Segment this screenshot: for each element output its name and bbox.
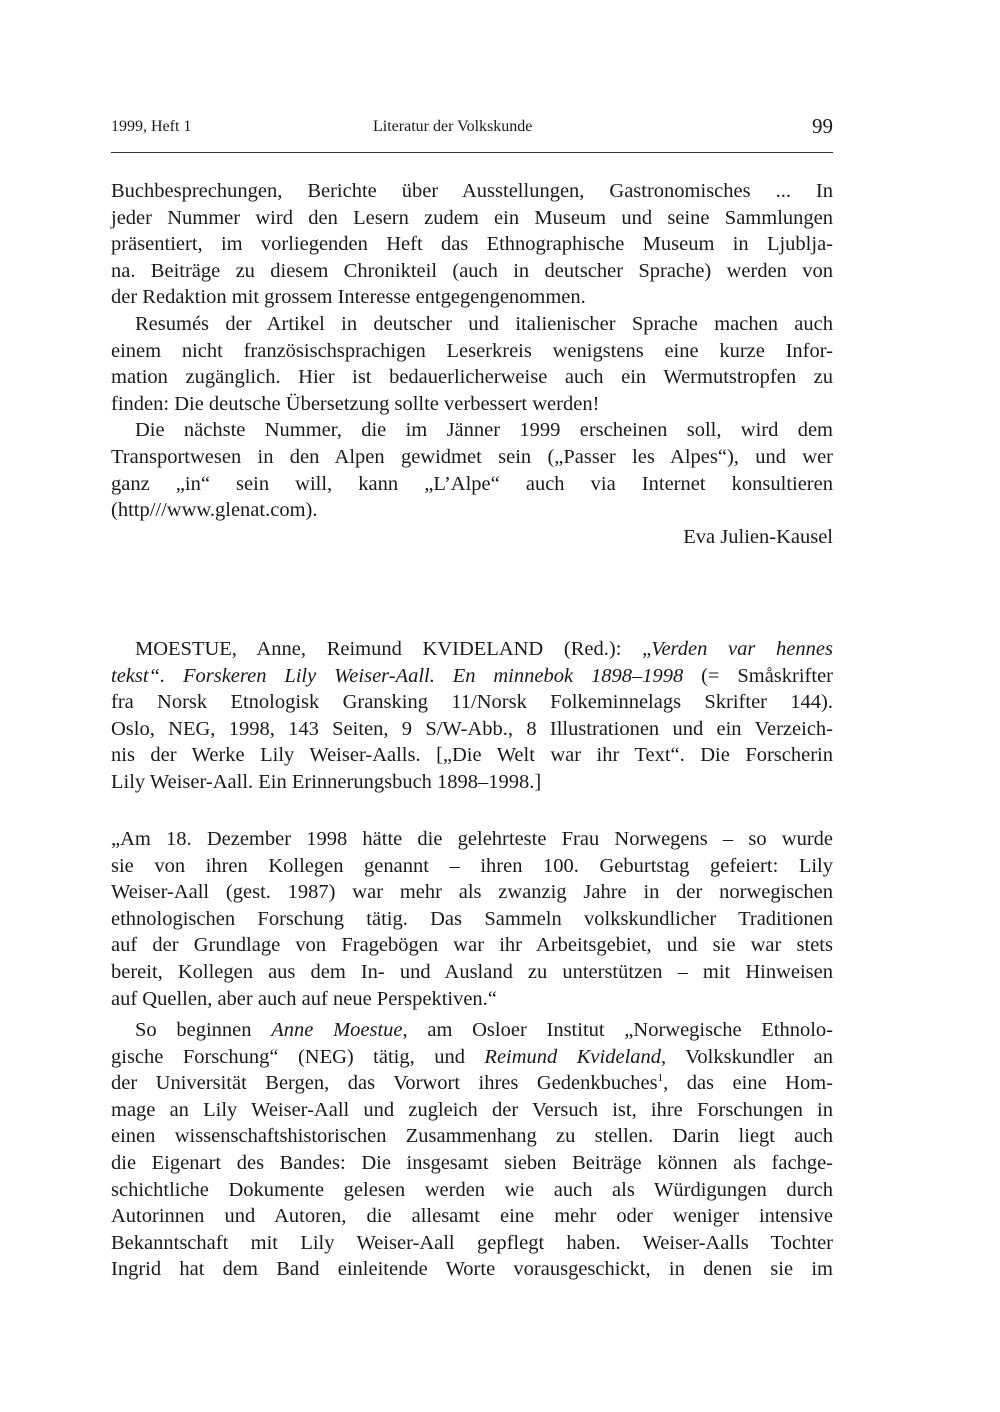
- citation-line: Oslo, NEG, 1998, 143 Seiten, 9 S/W-Abb., 8 Illustrationen und ein Verzeich-: [111, 717, 833, 740]
- text-line: Autorinnen und Autoren, die allesamt eine mehr oder weniger intensive: [111, 1205, 833, 1228]
- citation-title: tekst“. Forskeren Lily Weiser-Aall. En minnebok 1898–1998: [111, 664, 684, 687]
- editor-name: Reimund Kvideland: [484, 1045, 662, 1068]
- footnote-marker[interactable]: 1: [657, 1072, 664, 1085]
- text-line: „Am 18. Dezember 1998 hätte die gelehrteste Frau Norwegens – so wurde: [111, 828, 833, 850]
- review-2-body: [111, 1017, 833, 1283]
- text-run: , Volkskundler an: [661, 1045, 833, 1068]
- citation-line: fra Norsk Etnologisk Gransking 11/Norsk Folkeminnelags Skrifter 144).: [111, 691, 833, 714]
- citation-line: [111, 636, 833, 663]
- text-line: auf Quellen, aber auch auf neue Perspektiven.“: [111, 987, 497, 1010]
- text-line: mage an Lily Weiser-Aall und zugleich der Versuch ist, ihre Forschungen in: [111, 1098, 833, 1121]
- text-line: Ingrid hat dem Band einleitende Worte vorausgeschickt, in denen sie im: [111, 1258, 833, 1281]
- text-line: Resumés der Artikel in deutscher und italienischer Sprache machen auch: [135, 312, 833, 335]
- text-line: ethnologischen Forschung tätig. Das Sammeln volkskundlicher Traditionen: [111, 907, 833, 930]
- text-line: der Redaktion mit grossem Interesse entgegengenommen.: [111, 286, 586, 309]
- text-run: , das eine Hom-: [663, 1072, 834, 1095]
- citation-series: (= Småskrifter: [683, 664, 834, 687]
- text-line: Die nächste Nummer, die im Jänner 1999 erscheinen soll, wird dem: [135, 419, 833, 442]
- text-line: [111, 1070, 833, 1097]
- citation-title: Verden var hennes: [651, 638, 833, 660]
- text-line: Bekanntschaft mit Lily Weiser-Aall gepflegt haben. Weiser-Aalls Tochter: [111, 1231, 833, 1254]
- review-2-quote: [111, 826, 833, 1012]
- text-line: na. Beiträge zu diesem Chronikteil (auch in deutscher Sprache) werden von: [111, 259, 833, 282]
- text-line: auf der Grundlage von Fragebögen war ihr Arbeitsgebiet, und sie war stets: [111, 934, 833, 957]
- review-1-continued: [111, 178, 833, 550]
- text-line: Weiser-Aall (gest. 1987) war mehr als zwanzig Jahre in der norwegischen: [111, 881, 833, 904]
- citation-line: Lily Weiser-Aall. Ein Erinnerungsbuch 1898–1998.]: [111, 770, 542, 793]
- page-number: 99: [812, 114, 833, 138]
- header-rule: [111, 152, 833, 153]
- editor-name: Anne Moestue: [271, 1019, 403, 1041]
- text-run: , am Osloer Institut „Norwegische Ethnolo-: [402, 1019, 834, 1041]
- issue-label: 1999, Heft 1: [111, 118, 192, 135]
- citation-line: [111, 663, 833, 690]
- review-author: Eva Julien-Kausel: [683, 525, 833, 548]
- text-line: [111, 1017, 833, 1044]
- text-line: (http///www.glenat.com).: [111, 499, 318, 522]
- text-line: schichtliche Dokumente gelesen werden wie auch als Würdigungen durch: [111, 1178, 833, 1201]
- text-run: So beginnen: [135, 1019, 272, 1041]
- text-line: die Eigenart des Bandes: Die insgesamt sieben Beiträge können als fachge-: [111, 1151, 833, 1174]
- citation-authors: MOESTUE, Anne, Reimund KVIDELAND (Red.): „: [135, 638, 652, 660]
- text-line: Buchbesprechungen, Berichte über Ausstellungen, Gastronomisches ... In: [111, 180, 833, 202]
- text-run: gische Forschung“ (NEG) tätig, und: [111, 1045, 485, 1068]
- text-line: jeder Nummer wird den Lesern zudem ein Museum und seine Sammlungen: [111, 206, 833, 229]
- text-line: einen wissenschaftshistorischen Zusammenhang zu stellen. Darin liegt auch: [111, 1125, 833, 1148]
- text-line: sie von ihren Kollegen genannt – ihren 100. Geburtstag gefeiert: Lily: [111, 854, 833, 877]
- text-line: einem nicht französischsprachigen Leserkreis wenigstens eine kurze Infor-: [111, 339, 833, 362]
- journal-title: Literatur der Volkskunde: [373, 118, 533, 135]
- review-2-citation: [111, 636, 833, 796]
- text-line: mation zugänglich. Hier ist bedauerlicherweise auch ein Wermutstropfen zu: [111, 366, 833, 389]
- text-line: [111, 1044, 833, 1071]
- text-run: der Universität Bergen, das Vorwort ihres Gedenkbuches: [111, 1072, 658, 1095]
- citation-line: nis der Werke Lily Weiser-Aalls. [„Die Welt war ihr Text“. Die Forscherin: [111, 744, 833, 767]
- text-line: finden: Die deutsche Übersetzung sollte verbessert werden!: [111, 392, 600, 415]
- text-line: präsentiert, im vorliegenden Heft das Ethnographische Museum in Ljublja-: [111, 233, 833, 256]
- text-line: ganz „in“ sein will, kann „L’Alpe“ auch via Internet konsultieren: [111, 472, 833, 495]
- text-line: Transportwesen in den Alpen gewidmet sein („Passer les Alpes“), und wer: [111, 445, 833, 468]
- text-line: bereit, Kollegen aus dem In- und Ausland zu unterstützen – mit Hinweisen: [111, 960, 833, 983]
